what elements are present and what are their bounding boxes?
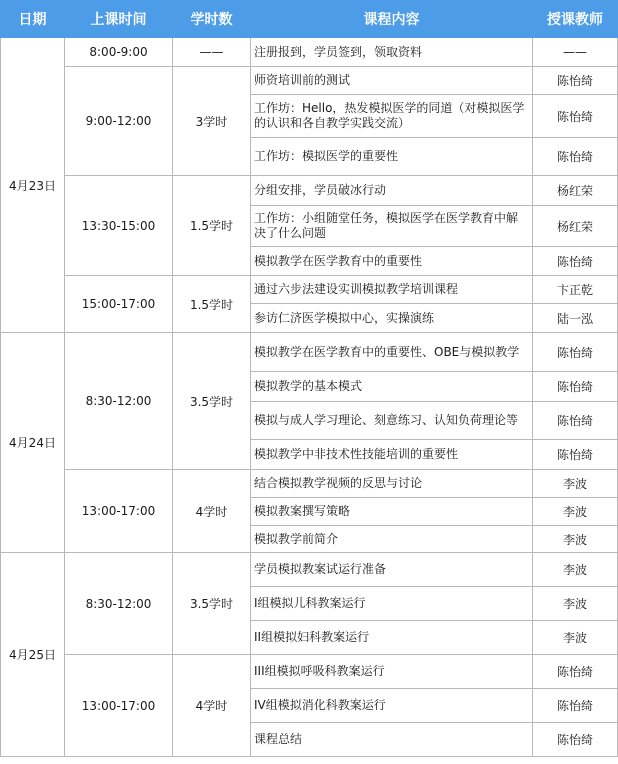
teacher-cell: 陈怡绮	[533, 655, 618, 689]
content-cell: 结合模拟教学视频的反思与讨论	[251, 470, 533, 498]
content-cell: 模拟教学中非技术性技能培训的重要性	[251, 440, 533, 470]
date-cell: 4月25日	[1, 553, 65, 757]
content-cell: 工作坊：小组随堂任务，模拟医学在医学教育中解决了什么问题	[251, 206, 533, 247]
teacher-cell: 陈怡绮	[533, 372, 618, 402]
header-teacher: 授课教师	[533, 1, 618, 38]
header-content: 课程内容	[251, 1, 533, 38]
content-cell: 模拟教学前简介	[251, 526, 533, 553]
content-cell: II组模拟妇科教案运行	[251, 621, 533, 655]
table-row	[1, 470, 618, 498]
content-cell: 模拟教学在医学教育中的重要性、OBE与模拟教学	[251, 333, 533, 372]
teacher-cell: 李波	[533, 621, 618, 655]
table-row	[1, 333, 618, 372]
hours-cell: 3.5学时	[173, 553, 251, 655]
content-cell: 注册报到，学员签到，领取资料	[251, 38, 533, 67]
teacher-cell: 陈怡绮	[533, 247, 618, 276]
header-date: 日期	[1, 1, 65, 38]
hours-cell: 1.5学时	[173, 276, 251, 333]
teacher-cell: 李波	[533, 470, 618, 498]
date-cell: 4月23日	[1, 38, 65, 333]
teacher-cell: 陈怡绮	[533, 723, 618, 757]
hours-cell: 4学时	[173, 655, 251, 757]
teacher-cell: 李波	[533, 587, 618, 621]
table-row	[1, 176, 618, 206]
table-row	[1, 38, 618, 67]
content-cell: IV组模拟消化科教案运行	[251, 689, 533, 723]
content-cell: III组模拟呼吸科教案运行	[251, 655, 533, 689]
content-cell: 师资培训前的测试	[251, 67, 533, 95]
time-cell: 13:00-17:00	[65, 470, 173, 553]
time-cell: 15:00-17:00	[65, 276, 173, 333]
teacher-cell: 卞正乾	[533, 276, 618, 304]
content-cell: 模拟与成人学习理论、刻意练习、认知负荷理论等	[251, 402, 533, 440]
header-hours: 学时数	[173, 1, 251, 38]
date-cell: 4月24日	[1, 333, 65, 553]
hours-cell: ——	[173, 38, 251, 67]
table-row	[1, 553, 618, 587]
time-cell: 8:30-12:00	[65, 553, 173, 655]
table-row	[1, 276, 618, 304]
content-cell: 模拟教案撰写策略	[251, 498, 533, 526]
content-cell: I组模拟儿科教案运行	[251, 587, 533, 621]
content-cell: 学员模拟教案试运行准备	[251, 553, 533, 587]
teacher-cell: 陈怡绮	[533, 333, 618, 372]
hours-cell: 1.5学时	[173, 176, 251, 276]
table-row	[1, 655, 618, 689]
teacher-cell: 陈怡绮	[533, 67, 618, 95]
time-cell: 9:00-12:00	[65, 67, 173, 176]
hours-cell: 3学时	[173, 67, 251, 176]
teacher-cell: 李波	[533, 553, 618, 587]
hours-cell: 4学时	[173, 470, 251, 553]
table-row	[1, 67, 618, 95]
content-cell: 模拟教学在医学教育中的重要性	[251, 247, 533, 276]
content-cell: 参访仁济医学模拟中心，实操演练	[251, 304, 533, 333]
teacher-cell: ——	[533, 38, 618, 67]
teacher-cell: 陈怡绮	[533, 440, 618, 470]
teacher-cell: 陆一泓	[533, 304, 618, 333]
teacher-cell: 陈怡绮	[533, 689, 618, 723]
time-cell: 13:30-15:00	[65, 176, 173, 276]
content-cell: 课程总结	[251, 723, 533, 757]
teacher-cell: 陈怡绮	[533, 138, 618, 176]
content-cell: 工作坊：模拟医学的重要性	[251, 138, 533, 176]
time-cell: 8:00-9:00	[65, 38, 173, 67]
content-cell: 分组安排，学员破冰行动	[251, 176, 533, 206]
teacher-cell: 陈怡绮	[533, 95, 618, 138]
time-cell: 13:00-17:00	[65, 655, 173, 757]
teacher-cell: 李波	[533, 498, 618, 526]
teacher-cell: 杨红荣	[533, 206, 618, 247]
hours-cell: 3.5学时	[173, 333, 251, 470]
content-cell: 工作坊：Hello，热发模拟医学的同道（对模拟医学的认识和各自教学实践交流）	[251, 95, 533, 138]
content-cell: 模拟教学的基本模式	[251, 372, 533, 402]
time-cell: 8:30-12:00	[65, 333, 173, 470]
teacher-cell: 杨红荣	[533, 176, 618, 206]
content-cell: 通过六步法建设实训模拟教学培训课程	[251, 276, 533, 304]
teacher-cell: 陈怡绮	[533, 402, 618, 440]
header-time: 上课时间	[65, 1, 173, 38]
teacher-cell: 李波	[533, 526, 618, 553]
header-row	[1, 1, 618, 38]
